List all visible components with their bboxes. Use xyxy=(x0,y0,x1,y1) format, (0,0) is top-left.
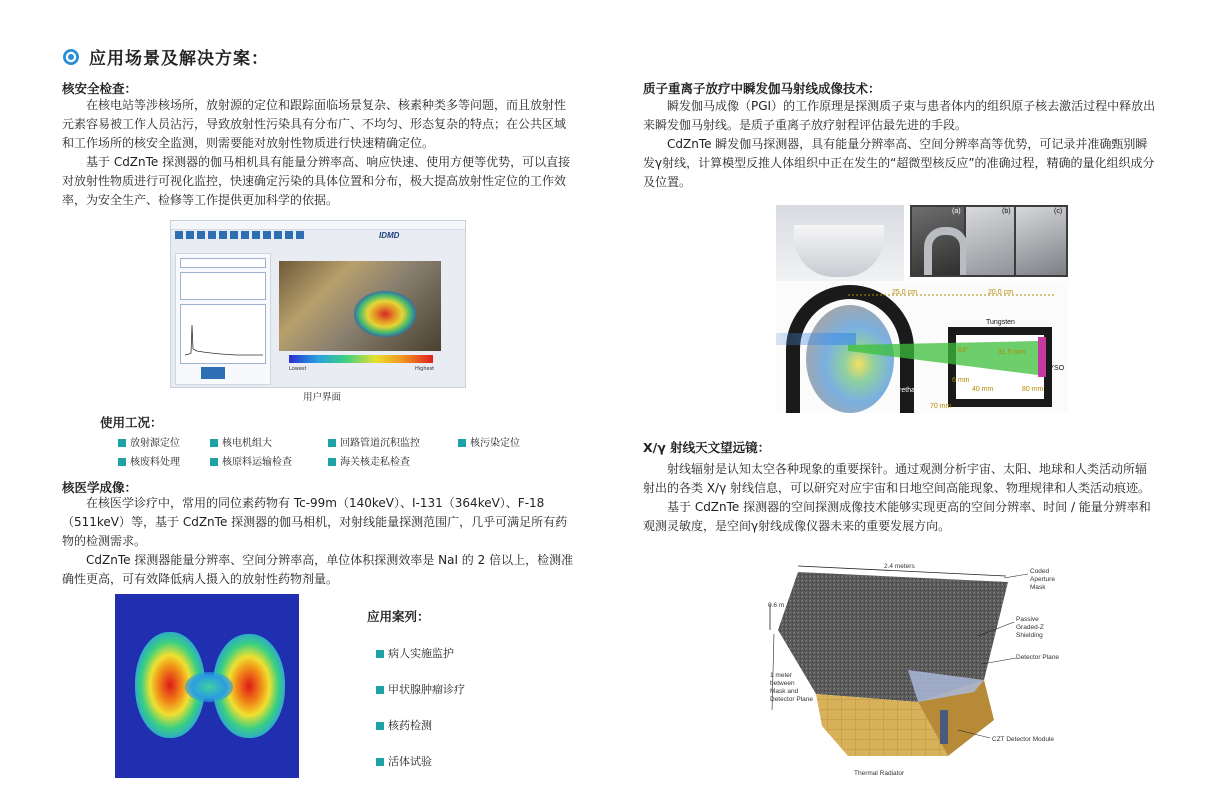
d315-label: 31.5 mm xyxy=(998,349,1026,356)
ui-caption: 用户界面 xyxy=(302,392,341,403)
telescope-heading: X/γ 射线天文望远镜： xyxy=(643,440,771,455)
section-header xyxy=(62,44,269,69)
shielding-label: Passive Graded-Z Shielding xyxy=(1016,616,1044,639)
condition-item: 回路管道沉积监控 xyxy=(328,434,420,449)
mask-label: Coded Aperture Mask xyxy=(1030,568,1055,591)
proton-para1: 瞬发伽马成像（PGI）的工作原理是探测质子束与患者体内的组织原子核去激活过程中释放出来瞬发伽马射线。是质子重离子放疗射程评估最先进的手段。 xyxy=(643,99,1156,132)
angle-label: 63° xyxy=(958,347,969,354)
condition-item: 核原料运输检查 xyxy=(210,453,292,468)
panel-b-label: (b) xyxy=(1002,208,1011,215)
case-item: 甲状腺肿瘤诊疗 xyxy=(376,681,465,697)
colorbar-high-label: Highest xyxy=(415,366,435,372)
nuclear-medicine-para1: 在核医学诊疗中，常用的同位素药物有 Tc-99m（140keV）、I-131（364keV）、F-18（511keV）等，基于 CdZnTe 探测器的伽马相机，对射线能量探测范围广，几乎可满足所有药物的检测需求。 xyxy=(62,496,568,548)
urethane-label: Urethane xyxy=(894,387,923,394)
distance-20cm: 20.0 cm xyxy=(988,289,1013,296)
distance-25cm: 25.0 cm xyxy=(892,289,917,296)
ui-logo: IDMD xyxy=(379,231,400,240)
target-icon xyxy=(62,48,80,66)
proton-pgi-figure xyxy=(776,205,1068,413)
radiator-label: Thermal Radiator xyxy=(854,770,905,777)
nuclear-safety-para2: 基于 CdZnTe 探测器的伽马相机具有能量分辨率高、响应快速、使用方便等优势，可以直接对放射性物质进行可视化监控，快速确定污染的具体位置和分布，极大提高放射性定位的工作效率，为安全生产、检修等工作提供更加科学的依据。 xyxy=(62,155,571,207)
colorbar-low-label: Lowest xyxy=(289,366,307,372)
nuclear-medicine-heading: 核医学成像： xyxy=(62,480,138,495)
nuclear-safety-para1: 在核电站等涉核场所，放射源的定位和跟踪面临场景复杂、核素种类多等问题，而且放射性元素容易被工作人员沾污，导致放射性污染具有分布广、不均匀、形态复杂的特点；在公共区域和工作场所的核安全监测，则需要能对放射性物质进行快速精确定位。 xyxy=(62,98,567,150)
nuclear-safety-heading: 核安全检查： xyxy=(62,81,138,96)
between-label: 1 meter between Mask and Detector Plane xyxy=(770,672,813,703)
height-label: 0.6 m xyxy=(768,602,785,609)
telescope-para1: 射线辐射是认知太空各种现象的重要探针。通过观测分析宇宙、太阳、地球和人类活动所辐射出的各类 X/γ 射线信息，可以研究对应宇宙和日地空间高能现象、物理规律和人类活动痕迹。 xyxy=(643,462,1150,495)
nuclear-medicine-para2: CdZnTe 探测器能量分辨率、空间分辨率高，单位体积探测效率是 NaI 的 2 倍以上，检测准确性更高，可有效降低病人摄入的放射性药物剂量。 xyxy=(62,553,574,586)
d6-label: 6 mm xyxy=(952,377,970,384)
condition-item: 放射源定位 xyxy=(118,434,180,449)
case-item: 核药检测 xyxy=(376,717,432,733)
cases-heading: 应用案列： xyxy=(367,609,430,624)
lyso-label: LYSO xyxy=(1046,365,1065,372)
panel-c-label: (c) xyxy=(1054,208,1063,215)
condition-item: 海关核走私检查 xyxy=(328,453,410,468)
telescope-figure xyxy=(758,560,1068,782)
module-label: CZT Detector Module xyxy=(992,736,1055,743)
thyroid-heatmap-image xyxy=(115,594,299,778)
proton-para2: CdZnTe 瞬发伽马探测器，具有能量分辨率高、空间分辨率高等优势，可记录并准确甄别瞬发γ射线，计算模型反推人体组织中正在发生的“超微型核反应”的准确过程，精确的量化组织成分及位置。 xyxy=(643,137,1155,189)
section-title: 应用场景及解决方案： xyxy=(89,49,269,69)
condition-item: 核废料处理 xyxy=(118,453,180,468)
panel-a-label: (a) xyxy=(952,208,961,215)
condition-item: 核电机组大 xyxy=(210,434,272,449)
width-label: 2.4 meters xyxy=(884,563,915,570)
d80-label: 80 mm xyxy=(1022,386,1044,393)
d70-label: 70 mm xyxy=(930,403,952,410)
d40-label: 40 mm xyxy=(972,386,994,393)
conditions-heading: 使用工况： xyxy=(100,415,163,430)
telescope-para2: 基于 CdZnTe 探测器的空间探测成像技术能够实现更高的空间分辨率、时间 / 能量分辨率和观测灵敏度，是空间γ射线成像仪器未来的重要发展方向。 xyxy=(643,500,1151,533)
case-item: 病人实施监护 xyxy=(376,645,454,661)
gamma-camera-ui-image xyxy=(170,220,466,388)
proton-heading: 质子重离子放疗中瞬发伽马射线成像技术： xyxy=(643,81,881,96)
condition-item: 核污染定位 xyxy=(458,434,520,449)
tungsten-label: Tungsten xyxy=(986,319,1015,326)
case-item: 活体试验 xyxy=(376,753,432,769)
detector-plane-label: Detector Plane xyxy=(1016,654,1059,661)
